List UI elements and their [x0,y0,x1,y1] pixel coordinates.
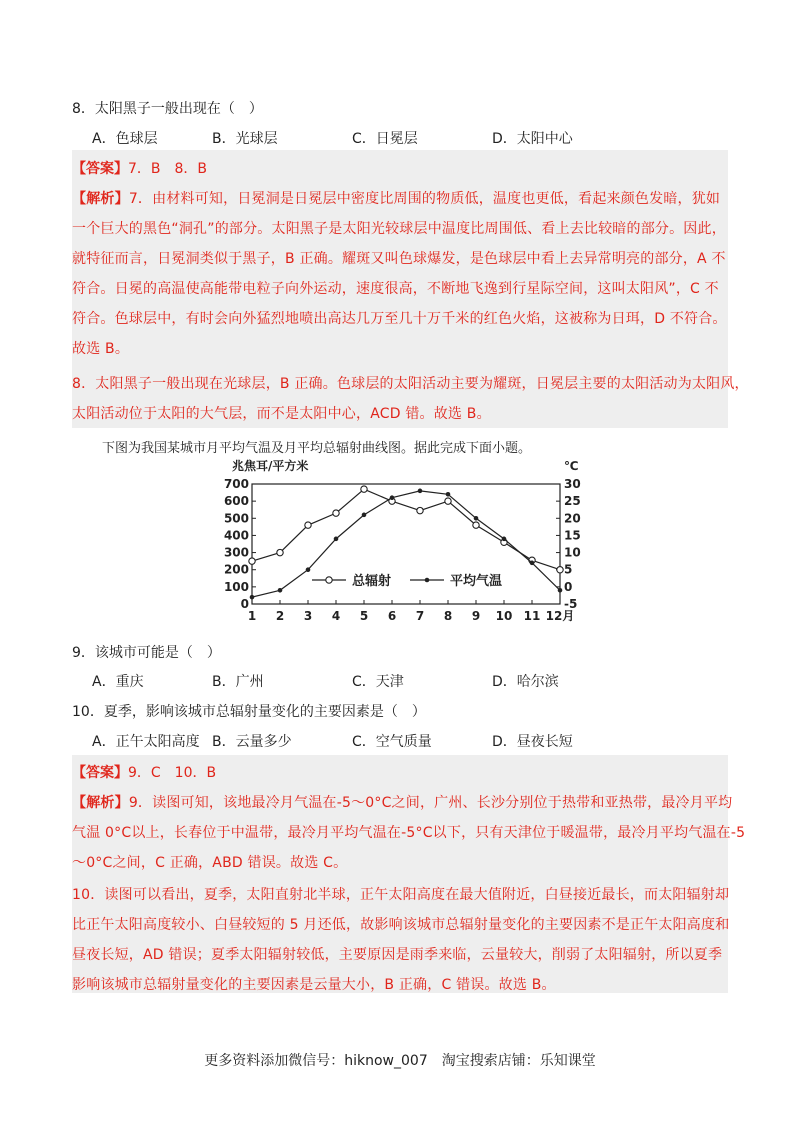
q9-option-d: D．哈尔滨 [492,674,559,690]
q10-option-d: D．昼夜长短 [492,734,573,750]
x-tick-label: 1 [247,609,257,623]
temperature-point [306,567,311,572]
temperature-point [474,516,479,521]
x-tick-label: 4 [331,609,341,623]
x-tick-label: 6 [387,609,397,623]
page-footer: 更多资料添加微信号：hiknow_007 淘宝搜索店铺：乐知课堂 [204,1053,596,1069]
right-tick-label: 0 [564,579,573,594]
x-tick-label: 2 [275,609,285,623]
question-10-stem: 10．夏季，影响该城市总辐射量变化的主要因素是（ ） [72,704,426,720]
x-tick-label: 12月 [545,609,575,623]
temperature-point [558,588,563,593]
right-tick-label: 20 [564,511,581,526]
radiation-point [361,486,367,492]
analysis-line: ～0°C之间，C 正确，ABD 错误。故选 C。 [72,855,348,871]
legend-temperature-label: 平均气温 [450,574,503,589]
temperature-point [446,492,451,497]
answer-text: 7．B 8．B [128,161,208,177]
x-tick-label: 9 [471,609,481,623]
right-axis-label: ℃ [564,459,579,473]
analysis-line: 10．读图可以看出，夏季，太阳直射北半球，正午太阳高度在最大值附近，白昼接近最长，而太阳辐射却 [72,887,730,903]
analysis-text: 9．读图可知，该地最冷月气温在-5～0°C之间，广州、长沙分别位于热带和亚热带，最冷月平均 [128,795,733,811]
x-tick-label: 10 [495,609,513,623]
temperature-point [362,513,367,518]
analysis-label: 【解析】 [72,191,129,207]
answer-label: 【答案】 [72,765,128,781]
x-tick-label: 11 [523,609,541,623]
series-line-temperature [252,491,560,597]
analysis-line: 就特征而言，日冕洞类似于黑子，B 正确。耀斑又叫色球爆发，是色球层中看上去异常明亮的部分，A 不 [72,251,726,267]
left-tick-label: 500 [223,511,249,526]
temperature-point [278,588,283,593]
radiation-point [249,558,255,564]
analysis-line [72,792,732,812]
temperature-point [250,595,255,600]
temperature-point [530,561,535,566]
left-tick-label: 300 [223,545,249,560]
temperature-point [418,489,423,494]
analysis-line: 比正午太阳高度较小、白昼较短的 5 月还低，故影响该城市总辐射量变化的主要因素不是正午太阳高度和 [72,917,730,933]
q8-option-a: A．色球层 [92,131,158,147]
q9-option-b: B．广州 [212,674,264,690]
analysis-line: 太阳活动位于太阳的大气层，而不是太阳中心，ACD 错。故选 B。 [72,406,491,422]
series-line-radiation [252,489,560,570]
temperature-point [502,537,507,542]
right-tick-label: 25 [564,494,581,509]
analysis-line: 符合。色球层中，有时会向外猛烈地喷出高达几万至几十万千米的红色火焰，这被称为日珥，D 不符合。 [72,311,727,327]
x-tick-label: 3 [303,609,313,623]
analysis-line: 昼夜长短，AD 错误；夏季太阳辐射较低，主要原因是雨季来临，云量较大，削弱了太阳辐射，所以夏季 [72,947,723,963]
x-tick-label: 8 [443,609,453,623]
climate-chart [222,456,592,626]
right-tick-label: 30 [564,477,581,491]
q10-option-a: A．正午太阳高度 [92,734,200,750]
x-tick-label: 7 [415,609,425,623]
q9-option-c: C．天津 [352,674,404,690]
analysis-line: 气温 0°C以上，长春位于中温带，最冷月平均气温在-5°C以下，只有天津位于暖温带，最冷月平均气温在-5 [72,825,746,841]
analysis-text: 7．由材料可知，日冕洞是日冕层中密度比周围的物质低，温度也更低，看起来颜色发暗，犹如 [128,191,721,207]
analysis-line: 影响该城市总辐射量变化的主要因素是云量大小，B 正确，C 错误。故选 B。 [72,977,556,993]
right-tick-label: -5 [564,597,578,611]
x-tick-label: 5 [359,609,369,623]
left-tick-label: 700 [223,477,249,491]
q10-option-b: B．云量多少 [212,734,292,750]
right-tick-label: 10 [564,545,581,560]
analysis-line: 8．太阳黑子一般出现在光球层，B 正确。色球层的太阳活动主要为耀斑，日冕层主要的太阳活动为太阳风， [72,376,749,392]
plot-frame [252,484,560,604]
chart-intro: 下图为我国某城市月平均气温及月平均总辐射曲线图。据此完成下面小题。 [102,441,532,456]
right-tick-label: 5 [564,562,573,577]
answer-line-2 [72,762,216,782]
radiation-point [557,567,563,573]
temperature-point [390,495,395,500]
question-9-stem: 9．该城市可能是（ ） [72,645,221,661]
answer-text: 9．C 10．B [128,765,217,781]
analysis-line [72,188,720,208]
legend-radiation-marker [326,577,332,583]
right-tick-label: 15 [564,528,581,543]
radiation-point [333,510,339,516]
analysis-line: 故选 B。 [72,341,130,357]
left-axis-label: 兆焦耳/平方米 [232,459,309,473]
question-8-stem: 8．太阳黑子一般出现在（ ） [72,101,263,117]
radiation-point [417,507,423,513]
q10-option-c: C．空气质量 [352,734,432,750]
radiation-point [277,549,283,555]
left-tick-label: 0 [240,597,249,611]
answer-label: 【答案】 [72,161,128,177]
q9-option-a: A．重庆 [92,674,144,690]
answer-line-1 [72,158,207,178]
left-tick-label: 200 [223,562,249,577]
radiation-point [473,522,479,528]
left-tick-label: 400 [223,528,249,543]
legend-temperature-marker [425,578,430,583]
q8-option-c: C．日冕层 [352,131,418,147]
analysis-line: 一个巨大的黑色“洞孔”的部分。太阳黑子是太阳光较球层中温度比周围低、看上去比较暗的部分。因此， [72,221,726,237]
temperature-point [334,537,339,542]
q8-option-d: D．太阳中心 [492,131,573,147]
radiation-point [445,498,451,504]
legend-radiation-label: 总辐射 [352,574,392,589]
analysis-label: 【解析】 [72,795,129,811]
q8-option-b: B．光球层 [212,131,278,147]
left-tick-label: 100 [223,579,249,594]
analysis-line: 符合。日冕的高温使高能带电粒子向外运动，速度很高，不断地飞逸到行星际空间，这叫太阳风”，C 不 [72,281,719,297]
radiation-point [305,522,311,528]
left-tick-label: 600 [223,494,249,509]
